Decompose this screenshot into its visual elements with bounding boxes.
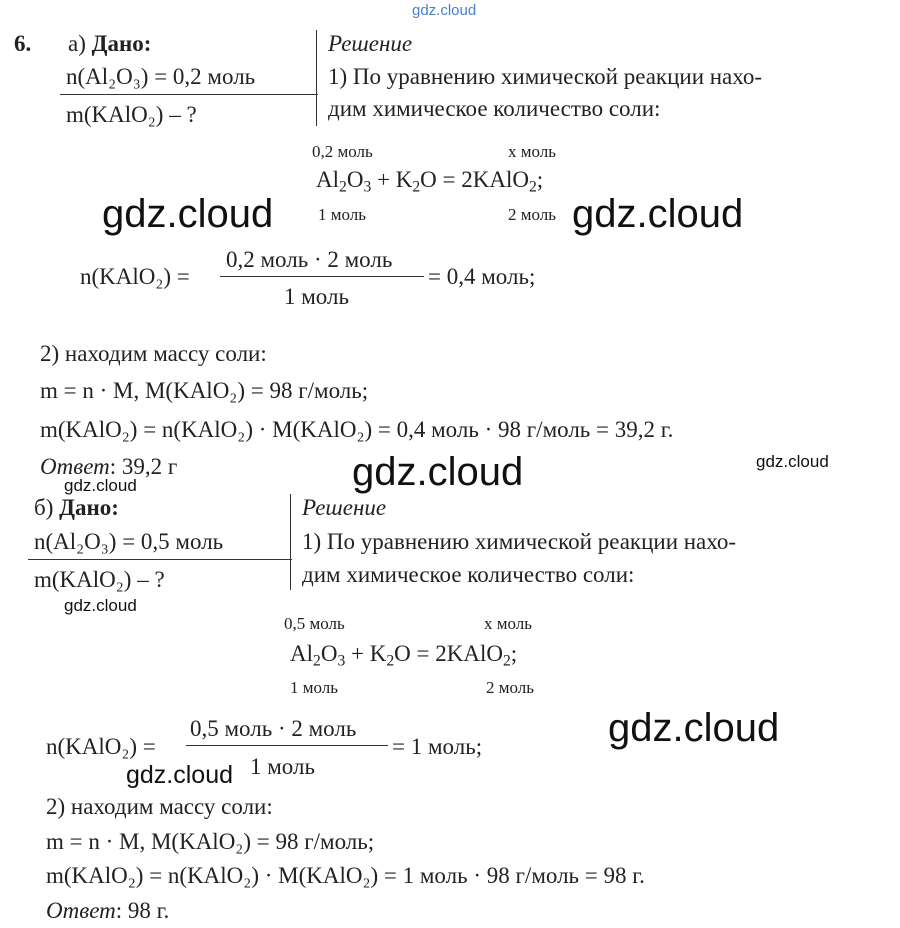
part-a-given-divider	[60, 94, 318, 95]
part-b-solution-title: Решение	[302, 495, 387, 520]
part-b-below-right: 2 моль	[486, 678, 535, 697]
part-b-above-left: 0,5 моль	[284, 614, 345, 633]
watermark-big: gdz.cloud	[352, 450, 524, 494]
part-b-fraction-denominator: 1 моль	[250, 754, 315, 779]
part-b-line-calc: m(KAlO₂) = n(KAlO₂) · M(KAlO₂) = 1 моль · 98 г/моль = 98 г.	[46, 863, 645, 888]
part-b-answer: Ответ: 98 г.	[46, 898, 170, 923]
part-b-given-1: n(Al₂O₃) = 0,5 моль	[34, 529, 224, 554]
part-b-below-left: 1 моль	[290, 678, 339, 697]
part-b-vertical-divider	[290, 494, 291, 590]
part-a-label: а)	[68, 31, 86, 56]
watermark-big: gdz.cloud	[102, 192, 274, 236]
part-b-step2: 2) находим массу соли:	[46, 794, 273, 819]
part-a-step1-line2: дим химическое количество соли:	[328, 96, 661, 121]
part-a-given-title: Дано:	[91, 31, 152, 56]
part-a-line-calc: m(KAlO₂) = n(KAlO₂) · M(KAlO₂) = 0,4 моль · 98 г/моль = 39,2 г.	[40, 417, 674, 442]
part-b-given-title: Дано:	[59, 495, 119, 520]
watermark-small: gdz.cloud	[64, 476, 137, 495]
part-a-fraction-bar	[220, 276, 424, 277]
part-a-given-2: m(KAlO₂) – ?	[66, 102, 197, 127]
problem-number: 6.	[14, 31, 32, 56]
part-b-given-2: m(KAlO₂) – ?	[34, 567, 165, 592]
part-a-solution-title: Решение	[328, 31, 413, 56]
watermark-small: gdz.cloud	[64, 596, 137, 615]
part-a-n-label: n(KAlO₂) =	[80, 264, 190, 289]
part-b-n-label: n(KAlO₂) =	[46, 734, 156, 759]
part-a-below-left: 1 моль	[318, 205, 367, 224]
part-b-given-divider	[28, 559, 292, 560]
part-a-below-right: 2 моль	[508, 205, 557, 224]
part-a-vertical-divider	[316, 30, 317, 126]
part-a-fraction-numerator: 0,2 моль · 2 моль	[226, 247, 393, 272]
part-b-line-m: m = n · M, M(KAlO₂) = 98 г/моль;	[46, 829, 375, 854]
part-a-header	[68, 30, 151, 58]
part-a-fraction-denominator: 1 моль	[284, 284, 349, 309]
part-b-fraction-result: = 1 моль;	[392, 734, 483, 759]
part-a-given-1: n(Al₂O₃) = 0,2 моль	[66, 64, 256, 89]
part-a-line-m: m = n · M, M(KAlO₂) = 98 г/моль;	[40, 378, 369, 403]
part-a-step2: 2) находим массу соли:	[40, 341, 267, 366]
part-a-above-left: 0,2 моль	[312, 142, 373, 161]
part-b-label: б)	[34, 495, 54, 520]
watermark-big: gdz.cloud	[608, 706, 780, 750]
watermark-top: gdz.cloud	[412, 2, 477, 19]
watermark-big: gdz.cloud	[572, 192, 744, 236]
watermark-medium: gdz.cloud	[126, 761, 234, 789]
part-b-equation: $Al_2O_3 + K_2O$ = 2KAlO$_2$;	[290, 641, 518, 670]
part-b-step1-line1: 1) По уравнению химической реакции нахо-	[302, 529, 737, 554]
part-a-answer: Ответ: 39,2 г	[40, 454, 178, 479]
part-b-above-right: x моль	[484, 614, 533, 633]
part-a-fraction-result: = 0,4 моль;	[428, 264, 536, 289]
part-a-equation: $Al_2O_3 + K_2O$ = 2KAlO$_2$;	[316, 167, 544, 196]
watermark-small: gdz.cloud	[756, 452, 829, 471]
part-a-step1-line1: 1) По уравнению химической реакции нахо-	[328, 64, 763, 89]
part-b-fraction-numerator: 0,5 моль · 2 моль	[190, 716, 357, 741]
part-a-above-right: x моль	[508, 142, 557, 161]
part-b-fraction-bar	[186, 745, 388, 746]
part-b-step1-line2: дим химическое количество соли:	[302, 562, 635, 587]
part-b-header	[34, 494, 119, 522]
